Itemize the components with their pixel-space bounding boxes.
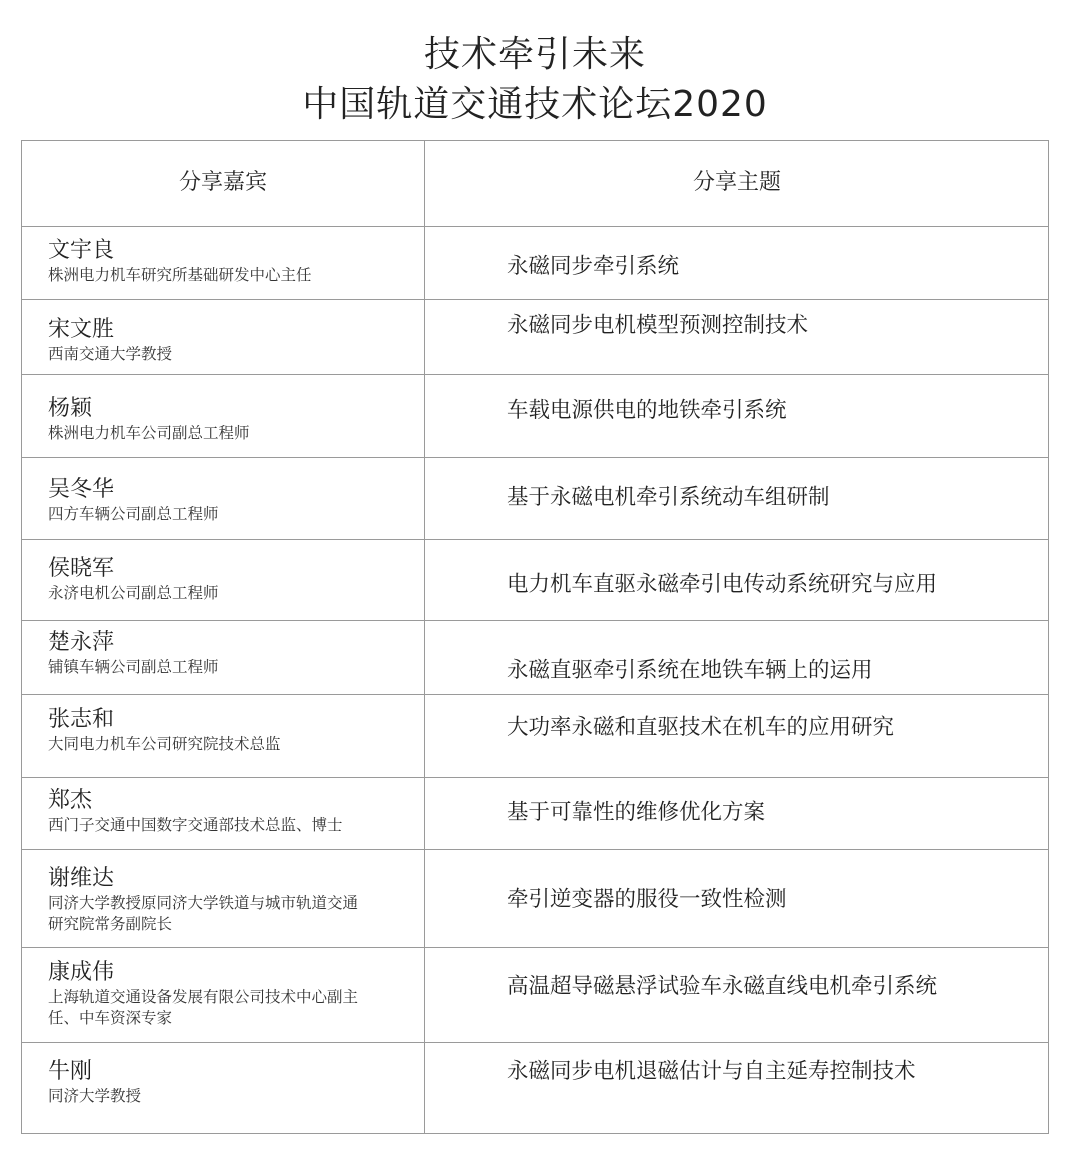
speaker-title: 株洲电力机车研究所基础研发中心主任 (48, 266, 312, 284)
table-row (22, 948, 1048, 1043)
table-row (22, 375, 1048, 458)
header-topic: 分享主题 (692, 170, 781, 195)
speaker-cell (48, 865, 418, 935)
table-row (22, 227, 1048, 300)
speaker-cell (48, 555, 418, 604)
topic-cell: 车载电源供电的地铁牵引系统 (507, 398, 787, 423)
topic-cell: 电力机车直驱永磁牵引电传动系统研究与应用 (507, 572, 938, 597)
topic-cell: 高温超导磁悬浮试验车永磁直线电机牵引系统 (507, 974, 938, 999)
speaker-name: 楚永萍 (48, 630, 115, 655)
speaker-cell (48, 706, 418, 755)
table-row (22, 850, 1048, 948)
speaker-name: 文宇良 (48, 238, 115, 263)
speaker-title: 西南交通大学教授 (48, 345, 173, 363)
table-header-row (22, 141, 1048, 227)
speaker-cell (48, 476, 418, 525)
speaker-schedule-table (21, 140, 1049, 1134)
speaker-name: 康成伟 (48, 960, 115, 985)
topic-cell: 永磁同步电机模型预测控制技术 (507, 313, 809, 338)
speaker-name: 牛刚 (48, 1059, 93, 1084)
topic-cell: 永磁同步牵引系统 (507, 254, 680, 279)
topic-cell: 基于永磁电机牵引系统动车组研制 (507, 485, 830, 510)
speaker-cell (48, 1058, 418, 1107)
speaker-cell (48, 787, 418, 836)
speaker-title-line: 研究院常务副院长 (48, 915, 173, 933)
speaker-title: 永济电机公司副总工程师 (48, 584, 219, 602)
table-row (22, 778, 1048, 850)
table-row (22, 300, 1048, 375)
table-row (22, 540, 1048, 621)
title-line-1: 技术牵引未来 (423, 34, 646, 75)
speaker-cell (48, 395, 418, 444)
speaker-name: 郑杰 (48, 788, 93, 813)
speaker-cell (48, 316, 418, 365)
speaker-cell (48, 959, 418, 1029)
speaker-name: 张志和 (48, 707, 115, 732)
speaker-name: 吴冬华 (48, 477, 115, 502)
speaker-cell (48, 629, 418, 678)
topic-cell: 基于可靠性的维修优化方案 (507, 800, 766, 825)
speaker-name: 杨颖 (48, 396, 93, 421)
speaker-name: 宋文胜 (48, 317, 115, 342)
title-line-2: 中国轨道交通技术论坛2020 (302, 84, 768, 125)
speaker-title: 铺镇车辆公司副总工程师 (48, 658, 219, 676)
table-row (22, 621, 1048, 695)
table-row (22, 695, 1048, 778)
page-title (0, 30, 1070, 130)
table-row (22, 458, 1048, 540)
topic-cell: 大功率永磁和直驱技术在机车的应用研究 (507, 715, 895, 740)
speaker-title: 同济大学教授 (48, 1087, 142, 1105)
speaker-title: 西门子交通中国数字交通部技术总监、博士 (48, 816, 343, 834)
speaker-title-line: 上海轨道交通设备发展有限公司技术中心副主 (48, 988, 359, 1006)
speaker-title-line: 同济大学教授原同济大学铁道与城市轨道交通 (48, 894, 359, 912)
topic-cell: 牵引逆变器的服役一致性检测 (507, 887, 787, 912)
header-speaker: 分享嘉宾 (178, 170, 267, 195)
table-row (22, 1043, 1048, 1133)
speaker-name: 侯晓军 (48, 556, 115, 581)
speaker-name: 谢维达 (48, 866, 115, 891)
topic-cell: 永磁同步电机退磁估计与自主延寿控制技术 (507, 1059, 916, 1084)
speaker-title: 大同电力机车公司研究院技术总监 (48, 735, 281, 753)
speaker-cell (48, 237, 418, 286)
topic-cell: 永磁直驱牵引系统在地铁车辆上的运用 (507, 658, 873, 683)
speaker-title: 株洲电力机车公司副总工程师 (48, 424, 250, 442)
speaker-title-line: 任、中车资深专家 (48, 1009, 173, 1027)
speaker-title: 四方车辆公司副总工程师 (48, 505, 219, 523)
